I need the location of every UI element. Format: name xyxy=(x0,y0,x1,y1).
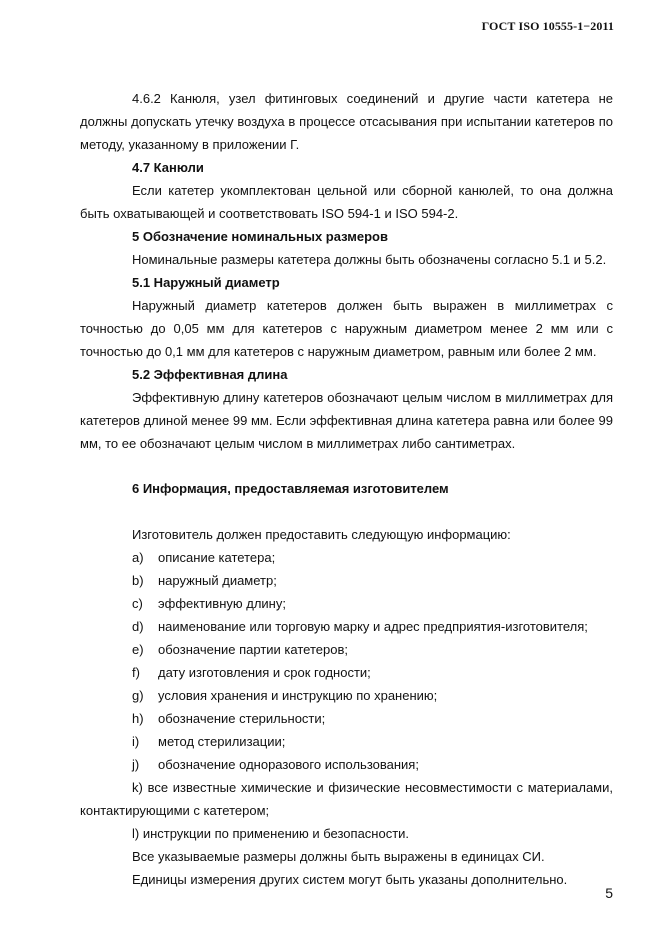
list-item: e) обозначение партии катетеров; xyxy=(132,642,348,657)
note-si-units: Все указываемые размеры должны быть выражены в единицах СИ. xyxy=(132,849,545,864)
note-other-units: Единицы измерения других систем могут быть указаны дополнительно. xyxy=(132,872,568,887)
heading-4-7: 4.7 Канюли xyxy=(132,160,204,175)
list-item: f) дату изготовления и срок годности; xyxy=(132,665,371,680)
list-intro: Изготовитель должен предоставить следующую информацию: xyxy=(132,527,511,542)
heading-5: 5 Обозначение номинальных размеров xyxy=(132,229,388,244)
paragraph-5-2: Эффективную длину катетеров обозначают целым числом в миллиметрах для катетеров длиной менее 99 мм. Если эффективная длина катетера равна или более 99 мм, то ее обозначают целым числом в миллиметрах либо сантиметрах. xyxy=(80,390,613,451)
paragraph-5: Номинальные размеры катетера должны быть обозначены согласно 5.1 и 5.2. xyxy=(132,252,607,267)
list-item: d) наименование или торговую марку и адрес предприятия-изготовителя; xyxy=(132,619,588,634)
list-item: b) наружный диаметр; xyxy=(132,573,277,588)
heading-5-1: 5.1 Наружный диаметр xyxy=(132,275,280,290)
list-item: h) обозначение стерильности; xyxy=(132,711,326,726)
page-number: 5 xyxy=(605,885,613,901)
list-item: j) обозначение одноразового использования; xyxy=(132,757,419,772)
list-item: i) метод стерилизации; xyxy=(132,734,286,749)
paragraph-5-1: Наружный диаметр катетеров должен быть выражен в миллиметрах с точностью до 0,05 мм для катетеров с наружным диаметром менее 2 мм или с точностью до 0,1 мм для катетеров с наружным диаметром, равным или более 2 мм. xyxy=(80,298,613,359)
heading-5-2: 5.2 Эффективная длина xyxy=(132,367,288,382)
document-code: ГОСТ ISO 10555-1−2011 xyxy=(481,19,614,33)
list-item: c) эффективную длину; xyxy=(132,596,286,611)
list-item: g) условия хранения и инструкцию по хранению; xyxy=(132,688,438,703)
paragraph-4-6-2: 4.6.2 Канюля, узел фитинговых соединений и другие части катетера не должны допускать утечку воздуха в процессе отсасывания при испытании катетеров по методу, указанному в приложении Г. xyxy=(80,91,613,152)
list-item-k: k) все известные химические и физические несовместимости с материалами, контактирующими с катетером; xyxy=(80,780,613,818)
paragraph-4-7: Если катетер укомплектован цельной или сборной канюлей, то она должна быть охватывающей и соответствовать ISO 594-1 и ISO 594-2. xyxy=(80,183,613,221)
list-item: a) описание катетера; xyxy=(132,550,276,565)
list-item-l: l) инструкции по применению и безопасности. xyxy=(132,826,410,841)
heading-6: 6 Информация, предоставляемая изготовителем xyxy=(132,481,449,496)
